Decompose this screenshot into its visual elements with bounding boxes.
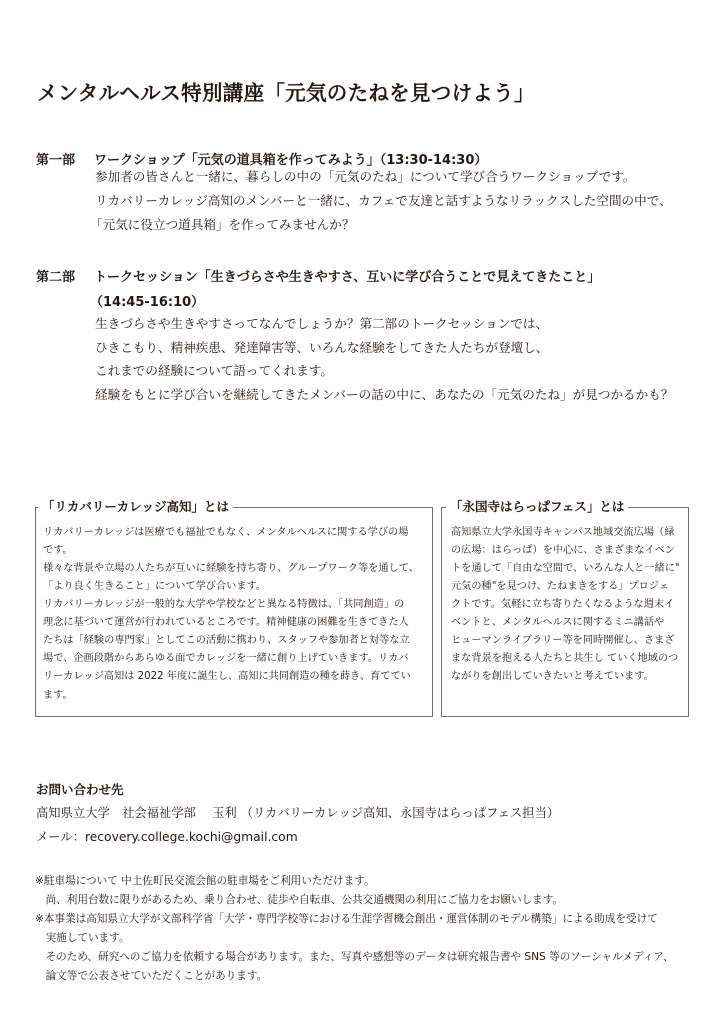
- part1-heading: ワークショップ「元気の道具箱を作ってみよう」（13:30-14:30）: [94, 153, 488, 168]
- note-line: ※本事業は高知県立大学が文部科学省「大学・専門学校等における生涯学習機会創出・運営体制のモデル構築」による助成を受けて: [35, 913, 658, 925]
- box-left-line: 理念に基づいて運営が行われているところです。精神健康の困難を生きてきた人: [43, 617, 409, 628]
- part2-line: これまでの経験について語ってくれます。: [95, 363, 334, 378]
- contact-person: 高知県立大学 社会福祉学部 玉利 （リカバリーカレッジ高知、永国寺はらっぱフェス担当）: [36, 806, 560, 820]
- note-line: 実施しています。: [35, 932, 130, 944]
- box-right-line: 高知県立大学永国寺キャンパス地域交流広場（緑: [451, 527, 675, 538]
- box-right-line: トを通して「自由な空間で、いろんな人と一緒に": [451, 563, 680, 574]
- part2-time: （14:45-16:10）: [90, 295, 205, 310]
- box-right-line: ヒューマンライブラリー等を同時開催し、さまざ: [451, 635, 675, 646]
- contact-email[interactable]: メール：recovery.college.kochi@gmail.com: [36, 830, 298, 844]
- box-left-line: ます。: [43, 690, 73, 701]
- box-right-line: まな背景を抱える人たちと共生し ていく地域のつ: [451, 653, 679, 664]
- box-left-line: リカバリーカレッジが一般的な大学や学校などと異なる特徴は、「共同創造」の: [43, 599, 405, 610]
- part1-line: リカバリーカレッジ高知のメンバーと一緒に、カフェで友達と話すようなリラックスした空間の中で、: [95, 193, 672, 208]
- box-left-line: 様々な背景や立場の人たちが互いに経験を持ち寄り、グループワーク等を通して、: [43, 563, 419, 574]
- part2-line: 生きづらさや生きやすさってなんでしょうか？第二部のトークセッションでは、: [95, 316, 549, 331]
- part2-line: 経験をもとに学び合いを継続してきたメンバーの話の中に、あなたの「元気のたね」が見つかるかも？: [95, 387, 674, 402]
- box-left-line: たちは「経験の専門家」としてこの活動に携わり、スタッフや参加者と対等な立: [43, 635, 410, 646]
- part1-line: 「元気に役立つ道具箱」を作ってみませんか？: [90, 217, 355, 232]
- box-right-line: ながりを創出していきたいと考えています。: [451, 671, 654, 682]
- box-right-line: クトです。気軽に立ち寄りたくなるような週末イ: [451, 599, 675, 610]
- box-left-line: リカバリーカレッジは医療でも福祉でもなく、メンタルヘルスに関する学びの場: [43, 527, 409, 538]
- note-line: そのため、研究へのご協力を依頼する場合があります。また、写真や感想等のデータは研究報告書や SNS 等のソーシャルメディア、: [35, 951, 674, 963]
- box-left-line: です。: [43, 545, 73, 556]
- box-right-line: の広場：はらっぱ）を中心に、さまざまなイベン: [451, 545, 676, 556]
- box-left-line: 「より良く生きること」について学び合います。: [43, 581, 267, 592]
- note-line: 論文等で公表させていただくことがあります。: [35, 970, 268, 982]
- box-right-line: 元気の種"を見つけ、たねまきをする」プロジェ: [451, 581, 670, 592]
- box-right-line: ベントと、メンタルヘルスに関するミニ講話や: [451, 617, 665, 628]
- note-line: 尚、利用台数に限りがあるため、乗り合わせ、徒歩や自転車、公共交通機関の利用にご協力をお願いします。: [35, 894, 564, 906]
- part1-label: 第一部: [36, 153, 76, 168]
- recovery-college-box-title: 「リカバリーカレッジ高知」とは: [38, 497, 233, 515]
- part1-line: 参加者の皆さんと一緒に、暮らしの中の「元気のたね」について学び合うワークショップです。: [95, 169, 636, 184]
- note-line: ※駐車場について 中土佐町民交流会館の駐車場をご利用いただけます。: [35, 875, 375, 887]
- harappa-fes-box-title: 「永国寺はらっぱフェス」とは: [446, 497, 628, 515]
- page-title: メンタルヘルス特別講座「元気のたねを見つけよう」: [37, 81, 535, 105]
- box-left-line: リーカレッジ高知は 2022 年度に誕生し、高知に共同創造の種を蒔き、育ててい: [43, 671, 411, 682]
- box-left-line: 場で、企画段階からあらゆる面でカレッジを一緒に創り上げていきます。リカバ: [43, 653, 409, 664]
- part2-line: ひきこもり、精神疾患、発達障害等、いろんな経験をしてきた人たちが登壇し、: [95, 340, 549, 355]
- part2-label: 第二部: [36, 270, 76, 285]
- contact-heading: お問い合わせ先: [36, 782, 124, 797]
- part2-heading: トークセッション「生きづらさや生きやすさ、互いに学び合うことで見えてきたこと」: [94, 270, 601, 285]
